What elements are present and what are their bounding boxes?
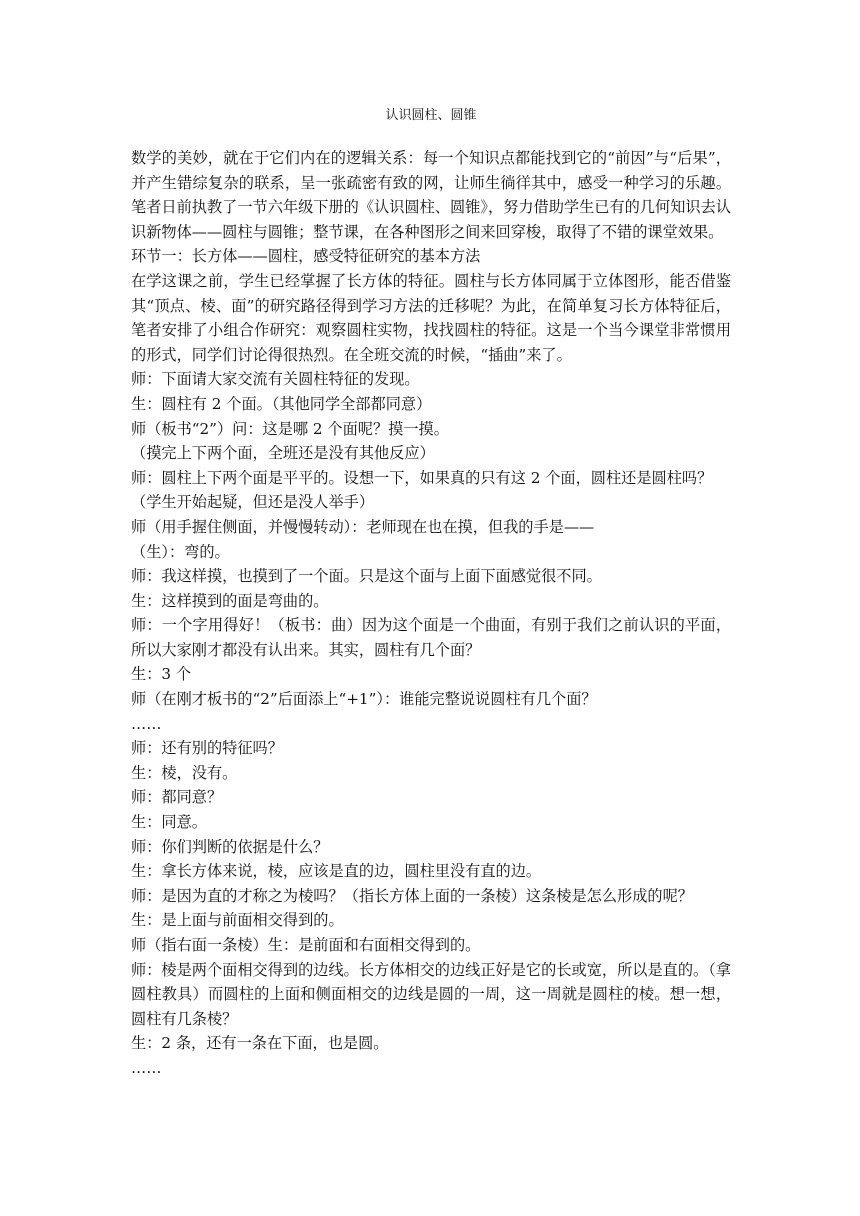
dialogue-line: 生：拿长方体来说，棱，应该是直的边，圆柱里没有直的边。 — [131, 862, 542, 881]
dialogue-line: 生：2 条，还有一条在下面，也是圆。 — [131, 1034, 389, 1053]
dialogue-line: 师：还有别的特征吗？ — [131, 739, 283, 758]
dialogue-line: 生：圆柱有 2 个面。（其他同学全部都同意） — [131, 394, 432, 413]
dialogue-line: 生：是上面与前面相交得到的。 — [131, 911, 344, 930]
dialogue-line: 师（在刚才板书的“2”后面添上“+1”）：谁能完整说说圆柱有几个面？ — [131, 690, 597, 709]
paragraph: 数学的美妙，就在于它们内在的逻辑关系：每一个知识点都能找到它的“前因”与“后果”，并产生错综复杂的联系，呈一张疏密有致的网，让师生徜徉其中，感受一种学习的乐趣。笔者日前执教了一节六年级下册的《认识圆柱、圆锥》，努力借助学生已有的几何知识去认识新物体——圆柱与圆锥；整节课，在各种图形之间来回穿梭，取得了不错的课堂效果。 — [131, 149, 731, 241]
document-title: 认识圆柱、圆锥 — [385, 108, 477, 123]
dialogue-line: 师：你们判断的依据是什么？ — [131, 837, 329, 856]
dialogue-line: 生：棱，没有。 — [131, 763, 238, 782]
dialogue-line: 师：棱是两个面相交得到的边线。长方体相交的边线正好是它的长或宽，所以是直的。（拿圆柱教具）而圆柱的上面和侧面相交的边线是圆的一周，这一周就是圆柱的棱。想一想，圆柱有几条棱？ — [131, 960, 731, 1028]
ellipsis-line: …… — [131, 714, 162, 733]
dialogue-line: 生：3 个 — [131, 665, 192, 684]
section-heading: 环节一：长方体——圆柱，感受特征研究的基本方法 — [131, 247, 481, 266]
dialogue-line: 师（指右面一条棱）生：是前面和右面相交得到的。 — [131, 936, 481, 954]
dialogue-line: 师：下面请大家交流有关圆柱特征的发现。 — [131, 370, 420, 389]
dialogue-line: （摸完上下两个面，全班还是没有其他反应） — [131, 444, 435, 463]
dialogue-line: 生：这样摸到的面是弯曲的。 — [131, 591, 329, 610]
dialogue-line: 师：是因为直的才称之为棱吗？（指长方体上面的一条棱）这条棱是怎么形成的呢？ — [131, 886, 693, 905]
dialogue-line: （学生开始起疑，但还是没人举手） — [131, 493, 374, 512]
dialogue-line: 师：都同意？ — [131, 788, 223, 807]
dialogue-line: 师：我这样摸，也摸到了一个面。只是这个面与上面下面感觉很不同。 — [131, 567, 602, 586]
dialogue-line: 师：一个字用得好！（板书：曲）因为这个面是一个曲面，有别于我们之前认识的平面，所以大家刚才都没有认出来。其实，圆柱有几个面？ — [131, 616, 731, 659]
dialogue-line: （生）：弯的。 — [131, 542, 230, 561]
dialogue-line: 生：同意。 — [131, 813, 207, 832]
ellipsis-line: …… — [131, 1058, 162, 1077]
document-body — [131, 146, 731, 1081]
paragraph: 在学这课之前，学生已经掌握了长方体的特征。圆柱与长方体同属于立体图形，能否借鉴其“顶点、棱、面”的研究路径得到学习方法的迁移呢？为此，在简单复习长方体特征后，笔者安排了小组合作研究：观察圆柱实物，找找圆柱的特征。这是一个当今课堂非常惯用的形式，同学们讨论得很热烈。在全班交流的时候，“插曲”来了。 — [131, 271, 731, 364]
dialogue-line: 师：圆柱上下两个面是平平的。设想一下，如果真的只有这 2 个面，圆柱还是圆柱吗？ — [131, 468, 713, 487]
dialogue-line: 师（板书“2”）问：这是哪 2 个面呢？摸一摸。 — [131, 419, 449, 438]
dialogue-line: 师（用手握住侧面，并慢慢转动）：老师现在也在摸，但我的手是—— — [131, 517, 595, 536]
